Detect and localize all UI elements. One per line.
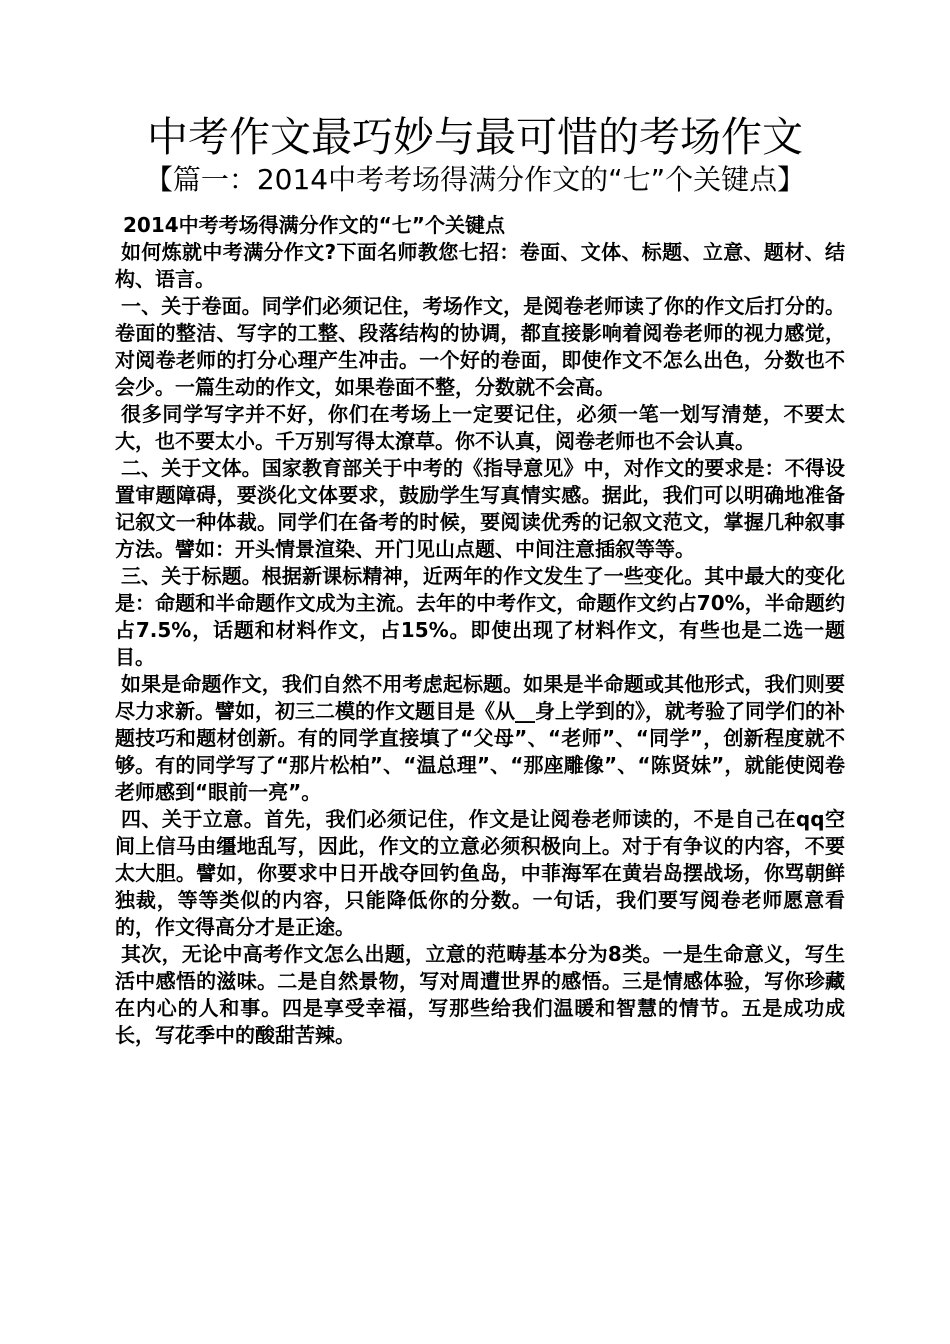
paragraph-layout: 一、关于卷面。同学们必须记住，考场作文，是阅卷老师读了你的作文后打分的。卷面的整洁、写字的工整、段落结构的协调，都直接影响着阅卷老师的视力感觉，对阅卷老师的打分心理产生冲击。一个好的卷面，即使作文不怎么出色，分数也不会少。一篇生动的作文，如果卷面不整，分数就不会高。 <box>115 294 845 399</box>
document-body <box>115 212 845 1049</box>
title-block <box>0 112 950 198</box>
paragraph-theme: 四、关于立意。首先，我们必须记住，作文是让阅卷老师读的，不是自己在qq空间上信马由缰地乱写，因此，作文的立意必须积极向上。对于有争议的内容，不要太大胆。譬如，你要求中日开战夺回钓鱼岛，中菲海军在黄岩岛摆战场，你骂朝鲜独裁，等等类似的内容，只能降低你的分数。一句话，我们要写阅卷老师愿意看的，作文得高分才是正途。 <box>115 807 845 939</box>
section-heading: 2014中考考场得满分作文的“七”个关键点 <box>123 213 505 237</box>
page-subtitle: 【篇一：2014中考考场得满分作文的“七”个关键点】 <box>144 163 806 196</box>
paragraph-title: 三、关于标题。根据新课标精神，近两年的作文发生了一些变化。其中最大的变化是：命题和半命题作文成为主流。去年的中考作文，命题作文约占70%，半命题约占7.5%，话题和材料作文，占15%。即使出现了材料作文，有些也是二选一题目。 <box>115 564 845 669</box>
paragraph-title-examples: 如果是命题作文，我们自然不用考虑起标题。如果是半命题或其他形式，我们则要尽力求新。譬如，初三二模的作文题目是《从__身上学到的》，就考验了同学们的补题技巧和题材创新。有的同学直接填了“父母”、“老师”、“同学”，创新程度就不够。有的同学写了“那片松柏”、“温总理”、“那座雕像”、“陈贤妹”，就能使阅卷老师感到“眼前一亮”。 <box>115 672 845 804</box>
paragraph-intro: 如何炼就中考满分作文?下面名师教您七招：卷面、文体、标题、立意、题材、结构、语言。 <box>115 240 845 291</box>
paragraph-handwriting: 很多同学写字并不好，你们在考场上一定要记住，必须一笔一划写清楚，不要太大，也不要太小。千万别写得太潦草。你不认真，阅卷老师也不会认真。 <box>115 402 845 453</box>
page-title: 中考作文最巧妙与最可惜的考场作文 <box>147 113 803 161</box>
paragraph-theme-categories: 其次，无论中高考作文怎么出题，立意的范畴基本分为8类。一是生命意义，写生活中感悟的滋味。二是自然景物，写对周遭世界的感悟。三是情感体验，写你珍藏在内心的人和事。四是享受幸福，写那些给我们温暖和智慧的情节。五是成功成长，写花季中的酸甜苦辣。 <box>115 942 845 1047</box>
paragraph-genre: 二、关于文体。国家教育部关于中考的《指导意见》中，对作文的要求是：不得设置审题障碍，要淡化文体要求，鼓励学生写真情实感。据此，我们可以明确地准备记叙文一种体裁。同学们在备考的时候，要阅读优秀的记叙文范文，掌握几种叙事方法。譬如：开头情景渲染、开门见山点题、中间注意插叙等等。 <box>115 456 845 561</box>
